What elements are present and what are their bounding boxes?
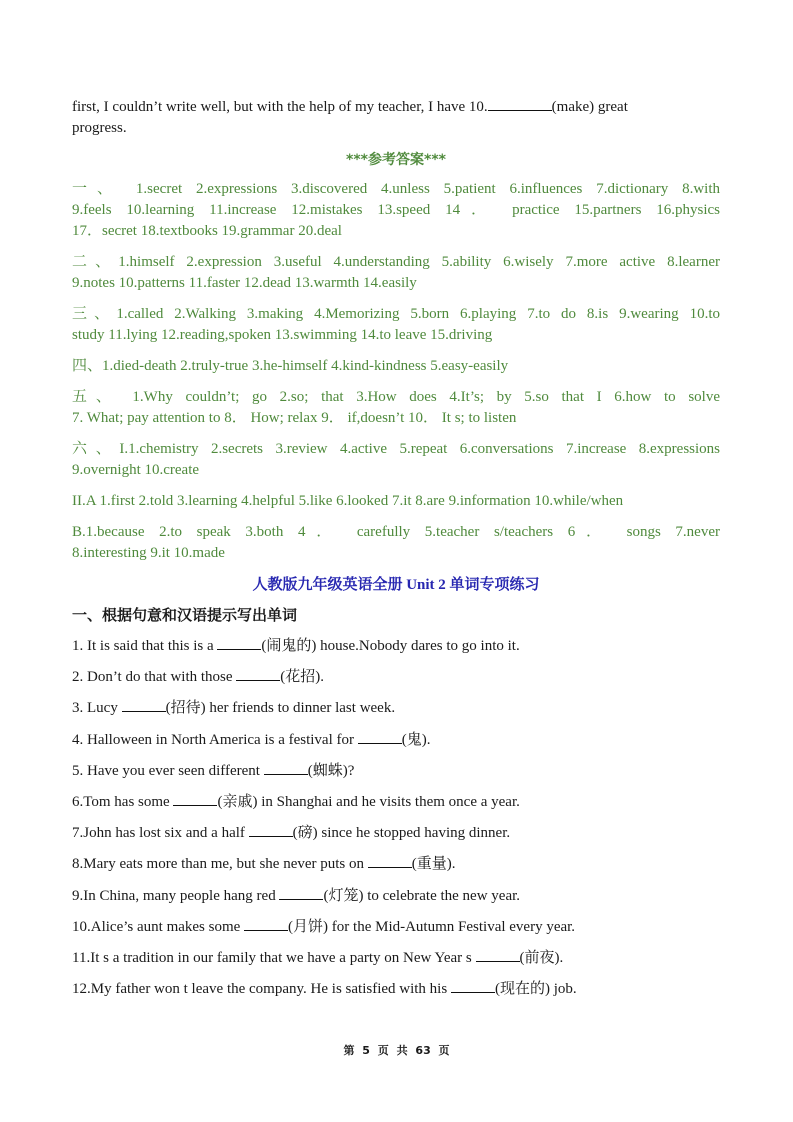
answer-line: B.1.because 2.to speak 3.both 4． carefully 5.teacher s/teachers 6． songs 7.never xyxy=(72,524,720,540)
section-title: 一、根据句意和汉语提示写出单词 xyxy=(72,606,298,624)
intro-text: (make) great xyxy=(551,99,628,115)
question-text: 5. Have you ever seen different xyxy=(72,762,264,779)
answer-line: II.A 1.first 2.told 3.learning 4.helpful 5.like 6.looked 7.it 8.are 9.information 10.while/when xyxy=(72,493,624,509)
answer-line: 9.overnight 10.create xyxy=(72,462,200,478)
answer-blank xyxy=(476,947,520,962)
unit-title: 人教版九年级英语全册 Unit 2 单词专项练习 xyxy=(252,577,540,593)
answer-paragraph xyxy=(72,439,720,481)
answer-blank xyxy=(217,635,261,650)
question-hint: (重量). xyxy=(411,856,456,873)
answer-paragraph xyxy=(72,252,720,294)
question-text: 7.John has lost six and a half xyxy=(72,825,249,842)
answer-paragraph xyxy=(72,304,720,346)
question-item xyxy=(72,978,720,1000)
question-hint: (月饼) for the Mid-Autumn Festival every year. xyxy=(288,918,576,935)
question-hint: (灯笼) to celebrate the new year. xyxy=(323,887,521,904)
question-text: 8.Mary eats more than me, but she never puts on xyxy=(72,856,368,873)
question-item xyxy=(72,947,720,969)
question-item xyxy=(72,760,720,782)
intro-line: progress. xyxy=(72,120,127,136)
question-text: 3. Lucy xyxy=(72,700,122,717)
answer-line: 一、 1.secret 2.expressions 3.discovered 4.unless 5.patient 6.influences 7.dictionary 8.with xyxy=(72,181,720,197)
question-item xyxy=(72,916,720,938)
answer-line: 8.interesting 9.it 10.made xyxy=(72,545,225,561)
answer-paragraph xyxy=(72,387,720,429)
answer-line: 二、1.himself 2.expression 3.useful 4.understanding 5.ability 6.wisely 7.more active 8.learner xyxy=(72,254,720,270)
answer-blank xyxy=(173,791,217,806)
question-hint: (闹鬼的) house.Nobody dares to go into it. xyxy=(261,638,520,654)
question-list xyxy=(72,635,720,1000)
question-hint: (鬼). xyxy=(401,731,431,748)
answer-blank xyxy=(122,697,166,712)
question-hint: (蜘蛛)? xyxy=(307,762,355,779)
question-hint: (现在的) job. xyxy=(494,981,577,998)
answer-blank xyxy=(236,666,280,681)
question-hint: (亲戚) in Shanghai and he visits them once a year. xyxy=(217,793,520,810)
question-text: 6.Tom has some xyxy=(72,793,174,810)
question-text: 10.Alice’s aunt makes some xyxy=(72,918,245,935)
answer-paragraph xyxy=(72,179,720,242)
answer-line: 三、1.called 2.Walking 3.making 4.Memorizing 5.born 6.playing 7.to do 8.is 9.wearing 10.to xyxy=(72,306,720,322)
question-item xyxy=(72,822,720,844)
answer-blank xyxy=(358,729,402,744)
answer-line: 四、1.died-death 2.truly-true 3.he-himself 4.kind-kindness 5.easy-easily xyxy=(72,358,509,374)
answer-line: 17．secret 18.textbooks 19.grammar 20.deal xyxy=(72,223,342,239)
question-text: 4. Halloween in North America is a festival for xyxy=(72,731,358,748)
question-hint: (前夜). xyxy=(519,949,564,966)
question-text: 1. It is said that this is a xyxy=(72,638,218,654)
answers-title: ***参考答案*** xyxy=(346,152,446,168)
answer-key xyxy=(72,179,720,564)
answer-paragraph xyxy=(72,522,720,564)
question-item xyxy=(72,791,720,813)
answer-line: 9.feels 10.learning 11.increase 12.mistakes 13.speed 14． practice 15.partners 16.physics xyxy=(72,202,720,218)
question-item xyxy=(72,666,720,688)
question-item xyxy=(72,697,720,719)
answer-line: 9.notes 10.patterns 11.faster 12.dead 13.warmth 14.easily xyxy=(72,275,417,291)
answer-line: study 11.lying 12.reading,spoken 13.swimming 14.to leave 15.driving xyxy=(72,327,493,343)
answer-line: 7. What; pay attention to 8． How; relax 9． if,doesn’t 10． It s; to listen xyxy=(72,410,517,426)
answer-paragraph xyxy=(72,356,720,377)
question-item xyxy=(72,635,720,657)
document-page xyxy=(72,96,720,1009)
answer-blank xyxy=(244,916,288,931)
question-text: 9.In China, many people hang red xyxy=(72,887,280,904)
intro-line xyxy=(72,96,720,118)
question-text: 2. Don’t do that with those xyxy=(72,669,237,686)
question-text: 12.My father won t leave the company. He is satisfied with his xyxy=(72,981,451,998)
answer-line: 六、I.1.chemistry 2.secrets 3.review 4.active 5.repeat 6.conversations 7.increase 8.expressions xyxy=(72,441,720,457)
question-text: 11.It s a tradition in our family that we have a party on New Year s xyxy=(72,949,476,966)
answer-paragraph xyxy=(72,491,720,512)
question-item xyxy=(72,729,720,751)
question-hint: (花招). xyxy=(280,669,325,686)
question-hint: (招待) her friends to dinner last week. xyxy=(165,700,396,717)
answer-blank xyxy=(279,885,323,900)
question-item xyxy=(72,853,720,875)
question-hint: (磅) since he stopped having dinner. xyxy=(292,825,511,842)
question-item xyxy=(72,885,720,907)
page-footer: 第 5 页 共 63 页 xyxy=(343,1044,450,1057)
answer-blank xyxy=(264,760,308,775)
answer-blank xyxy=(249,822,293,837)
answer-blank xyxy=(368,853,412,868)
answer-blank xyxy=(451,978,495,993)
answer-line: 五、 1.Why couldn’t; go 2.so; that 3.How does 4.It’s; by 5.so that I 6.how to solve xyxy=(72,389,720,405)
intro-text: first, I couldn’t write well, but with the help of my teacher, I have 10. xyxy=(72,99,488,115)
answer-blank xyxy=(488,96,552,111)
